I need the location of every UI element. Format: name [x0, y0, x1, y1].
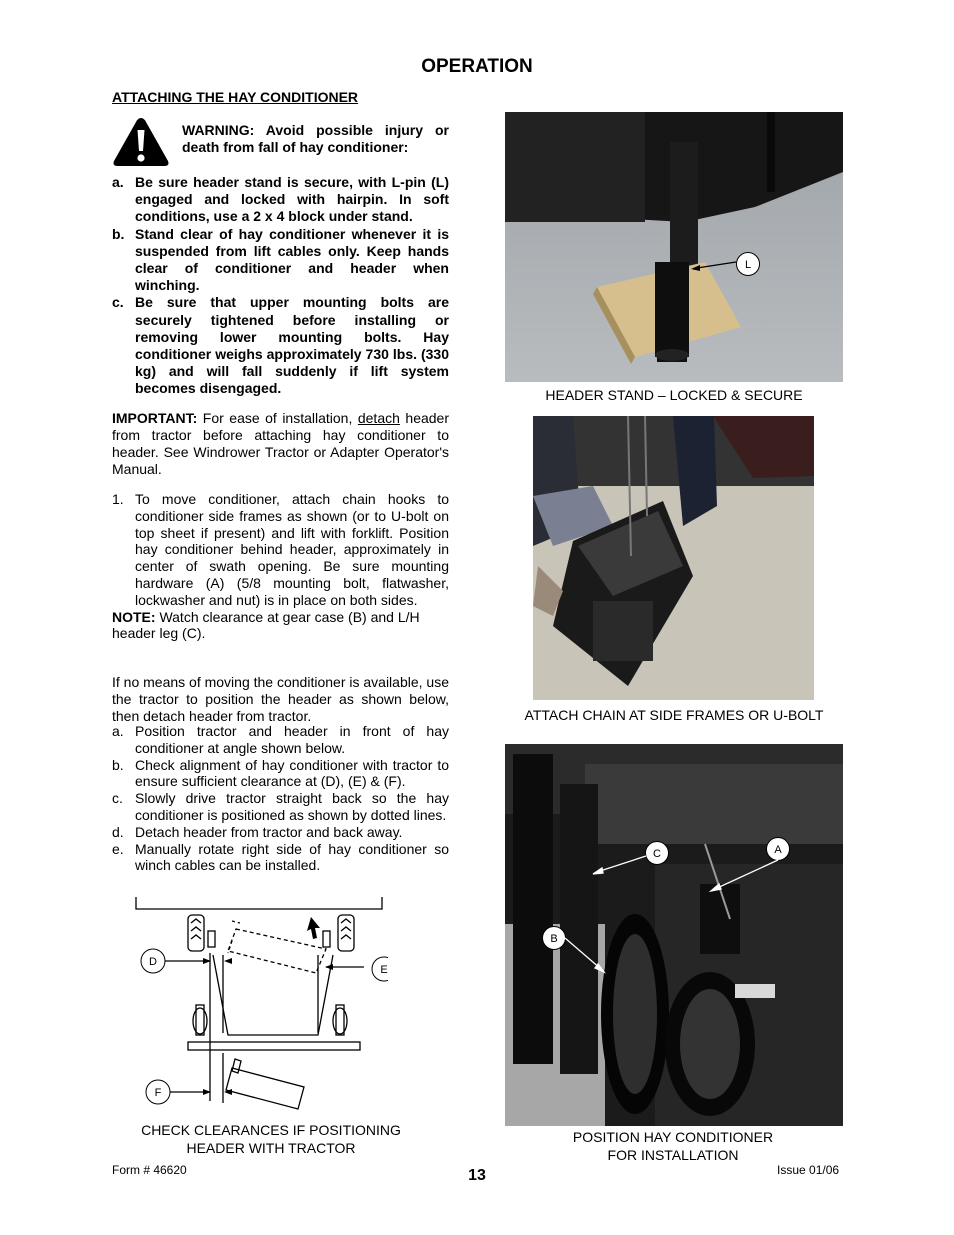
important-note: IMPORTANT: For ease of installation, detach header from tractor before attaching hay conditioner to header. See Windrower Tractor or Adapter Operator's Manual. [112, 410, 449, 477]
list-item: c. Be sure that upper mounting bolts are securely tightened before installing or removing lower mounting bolts. Hay conditioner weighs approximately 730 lbs. (330 kg) and will fall suddenly if lift system becomes disengaged. [112, 294, 449, 397]
issue-date: Issue 01/06 [777, 1163, 840, 1177]
list-item: b. Check alignment of hay conditioner with tractor to ensure sufficient clearance at (D), (E) & (F). [112, 756, 449, 790]
clearance-diagram [128, 893, 388, 1115]
alt-intro: If no means of moving the conditioner is available, use the tractor to position the header as shown below, then detach header from tractor. [112, 674, 449, 724]
step-list [112, 491, 449, 642]
page-title: OPERATION [421, 56, 533, 77]
form-number: Form # 46620 [112, 1163, 187, 1177]
section-heading: ATTACHING THE HAY CONDITIONER [112, 89, 359, 105]
warning-icon [112, 116, 170, 168]
list-item: e. Manually rotate right side of hay conditioner so winch cables can be installed. [112, 840, 449, 874]
alt-list [112, 723, 449, 874]
diagram-caption: CHECK CLEARANCES IF POSITIONING HEADER WITH TRACTOR [141, 1122, 401, 1156]
list-item: a. Be sure header stand is secure, with L-pin (L) engaged and locked with hairpin. In soft conditions, use a 2 x 4 block under stand. [112, 174, 449, 225]
warning-text: WARNING: Avoid possible injury or death from fall of hay conditioner: [182, 122, 449, 155]
label-c: C [645, 841, 669, 865]
label-l: L [736, 252, 760, 276]
position-conditioner-photo [505, 744, 843, 1126]
photo2-caption: ATTACH CHAIN AT SIDE FRAMES OR U-BOLT [524, 707, 824, 723]
photo3-caption: POSITION HAY CONDITIONER FOR INSTALLATION [572, 1129, 774, 1163]
label-e: E [380, 964, 388, 976]
label-b: B [542, 926, 566, 950]
list-item: d. Detach header from tractor and back away. [112, 823, 403, 840]
page-number: 13 [468, 1167, 486, 1184]
list-item: a. Position tractor and header in front of hay conditioner at angle shown below. [112, 723, 449, 756]
warning-list [112, 174, 449, 398]
label-d: D [149, 956, 157, 968]
note-text: NOTE: Watch clearance at gear case (B) and L/H header leg (C). [112, 608, 420, 642]
list-item: c. Slowly drive tractor straight back so the hay conditioner is positioned as shown by dotted lines. [112, 790, 449, 823]
label-a: A [766, 837, 790, 861]
photo1-caption: HEADER STAND – LOCKED & SECURE [545, 387, 803, 403]
l-arrow [505, 112, 843, 382]
list-item: b. Stand clear of hay conditioner whenever it is suspended from lift cables only. Keep hands clear of conditioner and header when winching. [112, 225, 449, 294]
step-item: 1. To move conditioner, attach chain hooks to conditioner side frames as shown (or to U-bolt on top sheet if present) and lift with forklift. Position hay conditioner behind header, approximately in center of swath opening. Be sure mounting hardware (A) (5/8 mounting bolt, flatwasher, lockwasher and nut) is in place on both sides. [112, 491, 449, 608]
label-f: F [154, 1087, 162, 1099]
attach-chain-photo [533, 416, 814, 700]
